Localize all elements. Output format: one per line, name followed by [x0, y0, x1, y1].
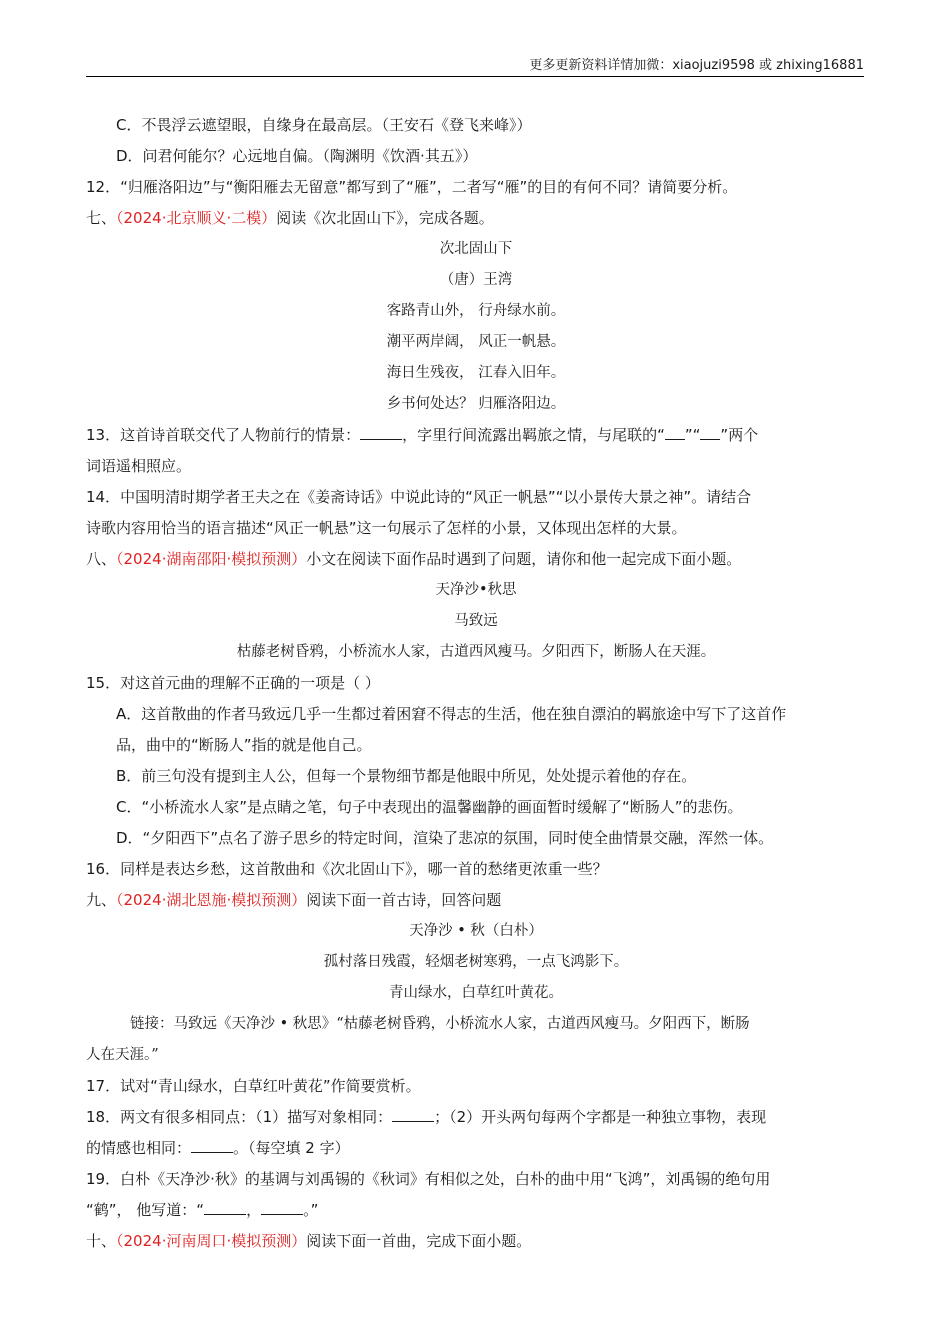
section-instruction: 阅读《次北固山下》，完成各题。 [276, 209, 494, 227]
answer-blank[interactable] [204, 1198, 246, 1215]
section-10-heading [86, 1226, 866, 1257]
q18-text: 18．两文有很多相同点：（1）描写对象相同： [86, 1108, 393, 1126]
q18-text: 。（每空填 2 字） [233, 1139, 350, 1157]
answer-blank[interactable] [665, 423, 685, 440]
question-18-cont [86, 1133, 866, 1164]
q13-text: 13．这首诗首联交代了人物前行的情景： [86, 426, 361, 444]
section-instruction: 阅读下面一首古诗，回答问题 [306, 891, 502, 909]
question-18 [86, 1102, 866, 1133]
poem-title: 天净沙•秋思 [435, 582, 517, 598]
answer-blank[interactable] [392, 1105, 434, 1122]
question-15: 15．对这首元曲的理解不正确的一项是（ ） [86, 674, 380, 692]
page-header [86, 56, 864, 77]
answer-blank[interactable] [700, 423, 720, 440]
q11-option-d: D．问君何能尔？心远地自偏。（陶渊明《饮酒·其五》） [116, 147, 478, 165]
question-17: 17．试对“青山绿水，白草红叶黄花”作简要赏析。 [86, 1077, 421, 1095]
q15-option-d: D．“夕阳西下”点名了游子思乡的特定时间，渲染了悲凉的氛围，同时使全曲情景交融，浑然一体。 [116, 829, 774, 847]
q18-text: ；（2）开头两句每两个字都是一种独立事物，表现 [434, 1108, 767, 1126]
source-tag: （2024·湖北恩施·模拟预测） [116, 891, 307, 909]
question-19-cont [86, 1195, 866, 1226]
q15-option-c: C．“小桥流水人家”是点睛之笔，句子中表现出的温馨幽静的画面暂时缓解了“断肠人”的悲伤。 [116, 798, 743, 816]
section-instruction: 小文在阅读下面作品时遇到了问题，请你和他一起完成下面小题。 [306, 550, 742, 568]
section-number: 九、 [86, 891, 117, 909]
question-16: 16．同样是表达乡愁，这首散曲和《次北固山下》，哪一首的愁绪更浓重一些？ [86, 860, 608, 878]
poem-author: 马致远 [454, 613, 498, 629]
answer-blank[interactable] [261, 1198, 303, 1215]
section-7-heading [86, 203, 866, 234]
q15-option-a-cont: 品，曲中的“断肠人”指的就是他自己。 [116, 736, 372, 754]
reference-link-cont: 人在天涯。” [86, 1047, 159, 1063]
poem-title: 次北固山下 [439, 241, 513, 257]
q19-text: 。” [303, 1201, 319, 1219]
q19-text: ， [246, 1201, 262, 1219]
poem-line: 客路青山外， 行舟绿水前。 [386, 303, 566, 319]
section-8-heading [86, 544, 866, 575]
question-12: 12．“归雁洛阳边”与“衡阳雁去无留意”都写到了“雁”，二者写“雁”的目的有何不同？请简要分析。 [86, 178, 738, 196]
q18-text: 的情感也相同： [86, 1139, 192, 1157]
poem-line: 枯藤老树昏鸦，小桥流水人家，古道西风瘦马。夕阳西下，断肠人在天涯。 [236, 644, 716, 660]
q11-option-c: C．不畏浮云遮望眼，自缘身在最高层。（王安石《登飞来峰》） [116, 116, 532, 134]
section-number: 十、 [86, 1232, 117, 1250]
q19-text: “鹤”， 他写道：“ [86, 1201, 205, 1219]
q13-text: ”两个 [720, 426, 759, 444]
poem-line: 海日生残夜， 江春入旧年。 [386, 365, 566, 381]
question-14-cont: 诗歌内容用恰当的语言描述“风正一帆悬”这一句展示了怎样的小景，又体现出怎样的大景。 [86, 519, 687, 537]
poem-line: 潮平两岸阔， 风正一帆悬。 [386, 334, 566, 350]
poem-line: 青山绿水，白草红叶黄花。 [389, 985, 563, 1001]
poem-title: 天净沙 • 秋（白朴） [409, 923, 543, 939]
answer-blank[interactable] [191, 1136, 233, 1153]
section-instruction: 阅读下面一首曲，完成下面小题。 [306, 1232, 532, 1250]
question-13-cont: 词语遥相照应。 [86, 457, 192, 475]
answer-blank[interactable] [360, 423, 402, 440]
section-number: 七、 [86, 209, 117, 227]
section-number: 八、 [86, 550, 117, 568]
question-14: 14．中国明清时期学者王夫之在《姜斋诗话》中说此诗的“风正一帆悬”“以小景传大景之神”。请结合 [86, 488, 752, 506]
source-tag: （2024·河南周口·模拟预测） [116, 1232, 307, 1250]
question-19: 19．白朴《天净沙·秋》的基调与刘禹锡的《秋词》有相似之处，白朴的曲中用“飞鸿”，刘禹锡的绝句用 [86, 1170, 771, 1188]
poem-author: （唐）王湾 [439, 272, 513, 288]
poem-line: 孤村落日残霞，轻烟老树寒鸦，一点飞鸿影下。 [323, 954, 629, 970]
source-tag: （2024·湖南邵阳·模拟预测） [116, 550, 307, 568]
reference-link: 链接：马致远《天净沙 • 秋思》“枯藤老树昏鸦，小桥流水人家，古道西风瘦马。夕阳西下，断肠 [130, 1016, 750, 1032]
header-contact-text: 更多更新资料详情加微：xiaojuzi9598 或 zhixing16881 [529, 58, 864, 73]
section-9-heading [86, 885, 866, 916]
q15-option-a: A．这首散曲的作者马致远几乎一生都过着困窘不得志的生活，他在独自漂泊的羁旅途中写下了这首作 [116, 705, 787, 723]
q13-text: ”“ [684, 426, 701, 444]
question-13 [86, 420, 866, 451]
source-tag: （2024·北京顺义·二模） [116, 209, 277, 227]
poem-line: 乡书何处达？ 归雁洛阳边。 [386, 396, 566, 412]
q13-text: ，字里行间流露出羁旅之情，与尾联的“ [402, 426, 665, 444]
q15-option-b: B．前三句没有提到主人公，但每一个景物细节都是他眼中所见，处处提示着他的存在。 [116, 767, 697, 785]
document-body [86, 110, 866, 1257]
